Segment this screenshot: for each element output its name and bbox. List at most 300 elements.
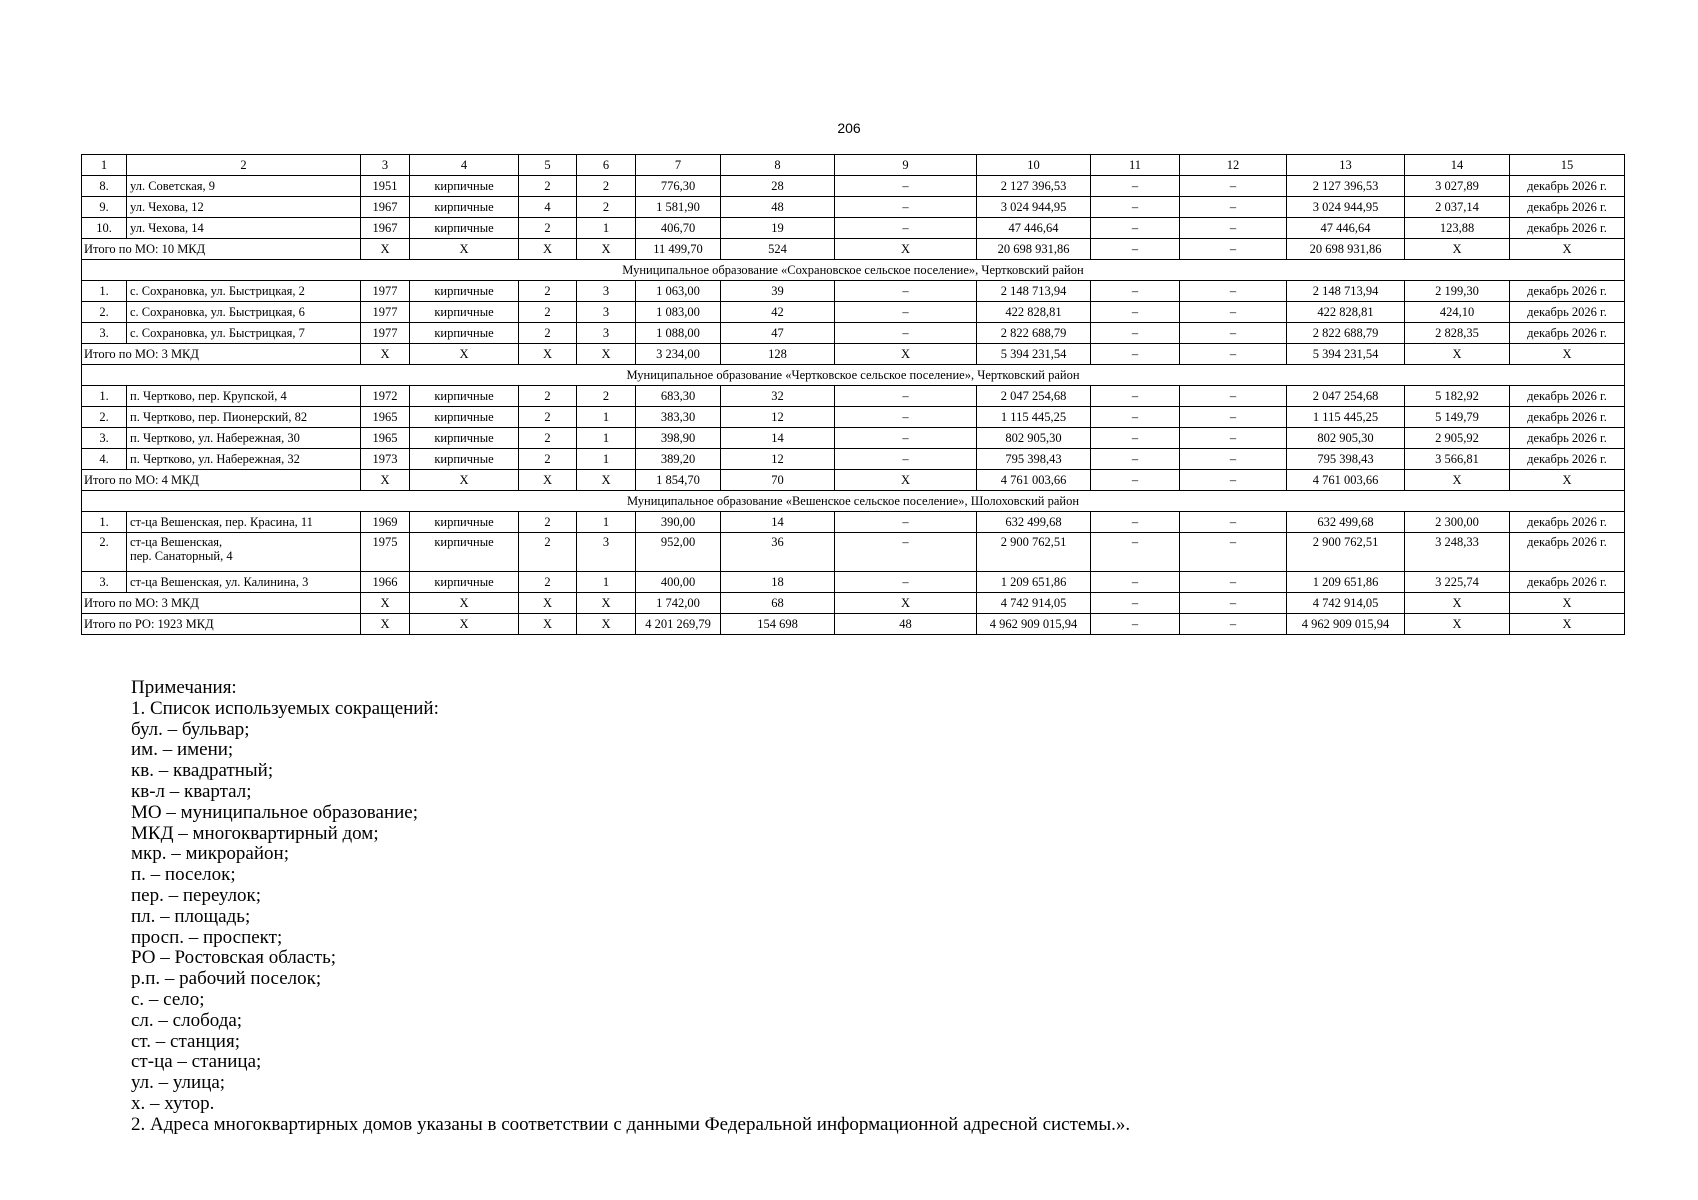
table-cell: – [1180, 533, 1287, 572]
section-header-row [82, 491, 1625, 512]
table-row [82, 428, 1625, 449]
table-cell: 2 148 713,94 [977, 281, 1091, 302]
table-cell: 3. [82, 572, 127, 593]
page-number: 206 [837, 120, 861, 136]
total-cell: X [577, 470, 636, 491]
total-cell: 70 [721, 470, 835, 491]
table-cell: – [835, 572, 977, 593]
total-cell: 5 394 231,54 [977, 344, 1091, 365]
column-number-14: 14 [1405, 155, 1510, 176]
total-cell: 4 962 909 015,94 [977, 614, 1091, 635]
total-cell: 4 761 003,66 [1287, 470, 1405, 491]
total-row [82, 470, 1625, 491]
table-cell: кирпичные [410, 512, 519, 533]
total-cell: 1 742,00 [636, 593, 721, 614]
total-cell: X [1405, 614, 1510, 635]
table-cell: 795 398,43 [1287, 449, 1405, 470]
total-cell: – [1091, 470, 1180, 491]
table-cell: 776,30 [636, 176, 721, 197]
total-cell: – [1091, 593, 1180, 614]
section-title: Муниципальное образование «Вешенское сельское поселение», Шолоховский район [82, 491, 1625, 512]
table-cell: 632 499,68 [977, 512, 1091, 533]
table-cell: 3 [577, 281, 636, 302]
total-cell: X [1510, 614, 1625, 635]
table-cell: 47 [721, 323, 835, 344]
table-cell: 3 [577, 533, 636, 572]
table-cell: 2 [519, 449, 577, 470]
column-number-3: 3 [361, 155, 410, 176]
total-cell: – [1180, 614, 1287, 635]
notes-line: просп. – проспект; [131, 926, 283, 948]
total-cell: 20 698 931,86 [1287, 239, 1405, 260]
table-cell: декабрь 2026 г. [1510, 323, 1625, 344]
notes-line: кв. – квадратный; [131, 760, 274, 782]
column-number-4: 4 [410, 155, 519, 176]
total-cell: 48 [835, 614, 977, 635]
total-cell: X [577, 344, 636, 365]
table-cell: – [1091, 302, 1180, 323]
table-cell: – [1091, 449, 1180, 470]
table-cell: кирпичные [410, 572, 519, 593]
column-number-8: 8 [721, 155, 835, 176]
table-cell: декабрь 2026 г. [1510, 572, 1625, 593]
table-row [82, 302, 1625, 323]
notes-heading: Примечания: [131, 677, 237, 698]
table-cell: 1. [82, 512, 127, 533]
table-cell: 1977 [361, 302, 410, 323]
notes-line: п. – поселок; [131, 864, 236, 886]
table-cell: 2 037,14 [1405, 197, 1510, 218]
table-cell: декабрь 2026 г. [1510, 512, 1625, 533]
table-cell: – [835, 197, 977, 218]
total-cell: X [835, 470, 977, 491]
table-cell: 3 024 944,95 [1287, 197, 1405, 218]
table-cell: 3 027,89 [1405, 176, 1510, 197]
address-cell: с. Сохрановка, ул. Быстрицкая, 6 [127, 302, 361, 323]
table-cell: декабрь 2026 г. [1510, 428, 1625, 449]
table-cell: 2 [519, 302, 577, 323]
table-cell: 2 [577, 197, 636, 218]
table-cell: 1965 [361, 428, 410, 449]
table-cell: 4. [82, 449, 127, 470]
table-cell: 14 [721, 512, 835, 533]
table-cell: 2 900 762,51 [977, 533, 1091, 572]
table-cell: 2. [82, 533, 127, 572]
table-cell: кирпичные [410, 449, 519, 470]
column-number-11: 11 [1091, 155, 1180, 176]
total-cell: – [1180, 344, 1287, 365]
table-cell: 2 047 254,68 [1287, 386, 1405, 407]
table-cell: 2 [519, 323, 577, 344]
total-cell: X [1510, 239, 1625, 260]
total-cell: X [410, 470, 519, 491]
table-cell: 2 [519, 533, 577, 572]
table-cell: 2 199,30 [1405, 281, 1510, 302]
table-cell: 1 209 651,86 [1287, 572, 1405, 593]
total-cell: X [519, 614, 577, 635]
total-cell: – [1180, 593, 1287, 614]
table-cell: 2 300,00 [1405, 512, 1510, 533]
table-cell: 1 [577, 218, 636, 239]
notes-line: пл. – площадь; [131, 905, 251, 927]
table-cell: – [835, 449, 977, 470]
table-cell: 8. [82, 176, 127, 197]
notes-line: сл. – слобода; [131, 1009, 243, 1031]
total-cell: X [410, 344, 519, 365]
table-cell: 1 115 445,25 [1287, 407, 1405, 428]
table-cell: 802 905,30 [977, 428, 1091, 449]
table-cell: 1 088,00 [636, 323, 721, 344]
table-cell: 2 [577, 386, 636, 407]
table-cell: 802 905,30 [1287, 428, 1405, 449]
address-cell: с. Сохрановка, ул. Быстрицкая, 7 [127, 323, 361, 344]
notes-line: х. – хутор. [131, 1092, 215, 1114]
table-cell: кирпичные [410, 533, 519, 572]
table-cell: декабрь 2026 г. [1510, 533, 1625, 572]
table-cell: 19 [721, 218, 835, 239]
housing-registry-table [81, 154, 1625, 635]
table-cell: 2 [519, 176, 577, 197]
total-cell: X [361, 593, 410, 614]
table-cell: 2 [519, 428, 577, 449]
table-cell: кирпичные [410, 281, 519, 302]
table-cell: 1967 [361, 218, 410, 239]
total-cell: X [835, 344, 977, 365]
total-cell: 20 698 931,86 [977, 239, 1091, 260]
table-cell: – [835, 281, 977, 302]
notes-line: мкр. – микрорайон; [131, 843, 289, 865]
table-cell: 1967 [361, 197, 410, 218]
table-cell: 389,20 [636, 449, 721, 470]
table-cell: – [1091, 323, 1180, 344]
table-cell: 28 [721, 176, 835, 197]
table-cell: кирпичные [410, 428, 519, 449]
table-cell: 3 [577, 323, 636, 344]
table-cell: 424,10 [1405, 302, 1510, 323]
address-cell: с. Сохрановка, ул. Быстрицкая, 2 [127, 281, 361, 302]
table-cell: – [1180, 386, 1287, 407]
table-row [82, 572, 1625, 593]
table-cell: 2 [519, 218, 577, 239]
total-cell: X [1510, 344, 1625, 365]
table-cell: 2 900 762,51 [1287, 533, 1405, 572]
table-cell: – [1091, 572, 1180, 593]
total-cell: X [410, 239, 519, 260]
table-cell: 48 [721, 197, 835, 218]
table-cell: кирпичные [410, 176, 519, 197]
table-cell: 2 [519, 512, 577, 533]
table-cell: 1973 [361, 449, 410, 470]
notes-line: ст. – станция; [131, 1030, 240, 1052]
total-cell: X [519, 470, 577, 491]
column-number-6: 6 [577, 155, 636, 176]
table-cell: 383,30 [636, 407, 721, 428]
address-cell: ул. Чехова, 14 [127, 218, 361, 239]
total-cell: X [519, 239, 577, 260]
table-cell: – [835, 533, 977, 572]
table-cell: – [835, 302, 977, 323]
notes-line: бул. – бульвар; [131, 718, 250, 740]
table-cell: 1 063,00 [636, 281, 721, 302]
total-cell: – [1091, 239, 1180, 260]
table-cell: декабрь 2026 г. [1510, 386, 1625, 407]
table-cell: 3 566,81 [1405, 449, 1510, 470]
address-cell: п. Чертково, ул. Набережная, 32 [127, 449, 361, 470]
total-cell: 4 962 909 015,94 [1287, 614, 1405, 635]
table-cell: 2 [519, 386, 577, 407]
section-title: Муниципальное образование «Сохрановское сельское поселение», Чертковский район [82, 260, 1625, 281]
table-cell: – [1091, 407, 1180, 428]
table-cell: кирпичные [410, 218, 519, 239]
total-cell: X [410, 614, 519, 635]
table-cell: – [1091, 428, 1180, 449]
table-row [82, 197, 1625, 218]
table-cell: 36 [721, 533, 835, 572]
table-cell: – [1180, 407, 1287, 428]
table-cell: 3. [82, 428, 127, 449]
total-cell: 128 [721, 344, 835, 365]
total-label: Итого по МО: 3 МКД [82, 344, 361, 365]
table-row [82, 386, 1625, 407]
total-cell: X [519, 344, 577, 365]
column-number-7: 7 [636, 155, 721, 176]
notes-line: им. – имени; [131, 739, 234, 761]
table-cell: 1 [577, 572, 636, 593]
total-cell: 11 499,70 [636, 239, 721, 260]
column-number-13: 13 [1287, 155, 1405, 176]
table-cell: декабрь 2026 г. [1510, 449, 1625, 470]
table-cell: 5 182,92 [1405, 386, 1510, 407]
total-cell: X [1510, 470, 1625, 491]
total-cell: 4 742 914,05 [1287, 593, 1405, 614]
table-cell: 123,88 [1405, 218, 1510, 239]
total-cell: X [577, 614, 636, 635]
address-cell: ст-ца Вешенская, пер. Санаторный, 4 [127, 533, 361, 572]
address-cell: ст-ца Вешенская, ул. Калинина, 3 [127, 572, 361, 593]
section-header-row [82, 365, 1625, 386]
table-cell: 632 499,68 [1287, 512, 1405, 533]
total-cell: 154 698 [721, 614, 835, 635]
total-row [82, 239, 1625, 260]
total-row [82, 344, 1625, 365]
notes-line: пер. – переулок; [131, 884, 262, 906]
table-cell: 1 115 445,25 [977, 407, 1091, 428]
notes-block [131, 678, 1130, 1136]
total-cell: – [1180, 239, 1287, 260]
table-row [82, 407, 1625, 428]
table-cell: 422 828,81 [977, 302, 1091, 323]
table-cell: – [1180, 281, 1287, 302]
address-cell: п. Чертково, ул. Набережная, 30 [127, 428, 361, 449]
table-cell: 398,90 [636, 428, 721, 449]
table-cell: 1. [82, 386, 127, 407]
table-row [82, 323, 1625, 344]
total-cell: X [361, 470, 410, 491]
table-cell: 1951 [361, 176, 410, 197]
table-cell: 9. [82, 197, 127, 218]
table-cell: 12 [721, 407, 835, 428]
total-cell: – [1091, 344, 1180, 365]
table-cell: – [835, 512, 977, 533]
table-cell: кирпичные [410, 386, 519, 407]
table-row [82, 533, 1625, 572]
table-cell: – [1091, 386, 1180, 407]
notes-line: МКД – многоквартирный дом; [131, 822, 379, 844]
total-label: Итого по РО: 1923 МКД [82, 614, 361, 635]
table-cell: 2 148 713,94 [1287, 281, 1405, 302]
total-cell: X [361, 239, 410, 260]
table-cell: – [835, 218, 977, 239]
table-cell: 400,00 [636, 572, 721, 593]
table-cell: 390,00 [636, 512, 721, 533]
total-label: Итого по МО: 10 МКД [82, 239, 361, 260]
table-cell: 2 [577, 176, 636, 197]
table-cell: 39 [721, 281, 835, 302]
column-number-12: 12 [1180, 155, 1287, 176]
table-cell: 1969 [361, 512, 410, 533]
table-cell: 1966 [361, 572, 410, 593]
total-cell: X [577, 593, 636, 614]
section-title: Муниципальное образование «Чертковское сельское поселение», Чертковский район [82, 365, 1625, 386]
table-cell: 2 127 396,53 [977, 176, 1091, 197]
table-cell: 1 083,00 [636, 302, 721, 323]
table-cell: 47 446,64 [1287, 218, 1405, 239]
total-cell: X [410, 593, 519, 614]
table-cell: кирпичные [410, 323, 519, 344]
table-cell: 406,70 [636, 218, 721, 239]
notes-line: РО – Ростовская область; [131, 947, 337, 969]
table-cell: – [1180, 512, 1287, 533]
table-cell: – [835, 323, 977, 344]
table-cell: 42 [721, 302, 835, 323]
table-cell: 1 581,90 [636, 197, 721, 218]
table-cell: декабрь 2026 г. [1510, 302, 1625, 323]
total-cell: X [1510, 593, 1625, 614]
address-cell: ул. Чехова, 12 [127, 197, 361, 218]
table-cell: 2 822 688,79 [977, 323, 1091, 344]
total-cell: – [1180, 470, 1287, 491]
table-cell: кирпичные [410, 302, 519, 323]
address-cell: ст-ца Вешенская, пер. Красина, 11 [127, 512, 361, 533]
table-cell: – [1180, 449, 1287, 470]
table-cell: 14 [721, 428, 835, 449]
table-cell: 47 446,64 [977, 218, 1091, 239]
total-cell: X [519, 593, 577, 614]
column-number-1: 1 [82, 155, 127, 176]
table-cell: 4 [519, 197, 577, 218]
table-cell: 1. [82, 281, 127, 302]
table-cell: 952,00 [636, 533, 721, 572]
table-cell: 2 047 254,68 [977, 386, 1091, 407]
table-cell: 2 [519, 572, 577, 593]
notes-line: 1. Список используемых сокращений: [131, 697, 439, 719]
table-cell: 2 [519, 407, 577, 428]
table-cell: 1 [577, 512, 636, 533]
address-cell: ул. Советская, 9 [127, 176, 361, 197]
section-header-row [82, 260, 1625, 281]
notes-line: ст-ца – станица; [131, 1051, 262, 1073]
total-cell: 4 761 003,66 [977, 470, 1091, 491]
table-cell: кирпичные [410, 407, 519, 428]
table-cell: – [1091, 218, 1180, 239]
total-cell: 1 854,70 [636, 470, 721, 491]
total-cell: 4 201 269,79 [636, 614, 721, 635]
total-cell: – [1091, 614, 1180, 635]
column-number-10: 10 [977, 155, 1091, 176]
table-cell: 1977 [361, 281, 410, 302]
column-number-9: 9 [835, 155, 977, 176]
notes-line: кв-л – квартал; [131, 780, 252, 802]
table-cell: кирпичные [410, 197, 519, 218]
table-cell: 1975 [361, 533, 410, 572]
table-cell: – [1180, 218, 1287, 239]
table-cell: 32 [721, 386, 835, 407]
table-cell: 1 209 651,86 [977, 572, 1091, 593]
total-cell: X [1405, 470, 1510, 491]
table-cell: 422 828,81 [1287, 302, 1405, 323]
total-row [82, 614, 1625, 635]
table-cell: 2 828,35 [1405, 323, 1510, 344]
notes-line: с. – село; [131, 988, 205, 1010]
address-cell: п. Чертково, пер. Крупской, 4 [127, 386, 361, 407]
table-cell: – [1091, 197, 1180, 218]
total-cell: 4 742 914,05 [977, 593, 1091, 614]
table-cell: 3 [577, 302, 636, 323]
table-cell: 18 [721, 572, 835, 593]
table-cell: – [1091, 281, 1180, 302]
table-cell: 3 024 944,95 [977, 197, 1091, 218]
table-cell: 795 398,43 [977, 449, 1091, 470]
table-cell: – [1180, 428, 1287, 449]
table-cell: 1 [577, 428, 636, 449]
table-cell: – [1180, 302, 1287, 323]
notes-line: ул. – улица; [131, 1072, 226, 1094]
table-cell: – [835, 428, 977, 449]
total-cell: X [1405, 593, 1510, 614]
table-cell: 2 905,92 [1405, 428, 1510, 449]
total-cell: 3 234,00 [636, 344, 721, 365]
notes-line: МО – муниципальное образование; [131, 801, 419, 823]
table-cell: – [835, 407, 977, 428]
table-cell: декабрь 2026 г. [1510, 176, 1625, 197]
table-cell: декабрь 2026 г. [1510, 281, 1625, 302]
total-cell: 5 394 231,54 [1287, 344, 1405, 365]
total-label: Итого по МО: 3 МКД [82, 593, 361, 614]
table-cell: 2 822 688,79 [1287, 323, 1405, 344]
table-cell: – [1091, 533, 1180, 572]
table-cell: – [1091, 176, 1180, 197]
column-number-2: 2 [127, 155, 361, 176]
notes-line: р.п. – рабочий поселок; [131, 968, 322, 990]
total-cell: X [835, 239, 977, 260]
table-cell: 12 [721, 449, 835, 470]
table-cell: 1965 [361, 407, 410, 428]
table-cell: – [1180, 197, 1287, 218]
total-cell: 524 [721, 239, 835, 260]
table-row [82, 281, 1625, 302]
table-cell: декабрь 2026 г. [1510, 197, 1625, 218]
table-cell: 2. [82, 407, 127, 428]
table-cell: 3. [82, 323, 127, 344]
total-label: Итого по МО: 4 МКД [82, 470, 361, 491]
table-cell: 1977 [361, 323, 410, 344]
table-cell: 3 248,33 [1405, 533, 1510, 572]
table-cell: 1972 [361, 386, 410, 407]
total-row [82, 593, 1625, 614]
table-body [82, 155, 1625, 635]
table-row [82, 176, 1625, 197]
table-cell: 2. [82, 302, 127, 323]
